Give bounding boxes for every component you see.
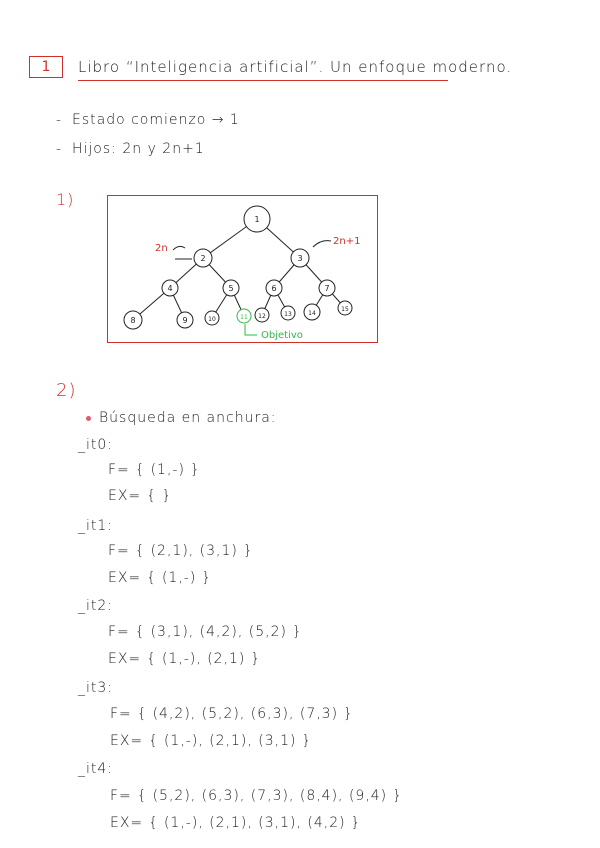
- tree-node-9: 9: [182, 316, 188, 325]
- left-child-note: 2n: [155, 243, 168, 254]
- iteration-4-frontier: F= { (5,2), (6,3), (7,3), (8,4), (9,4) }: [110, 788, 403, 804]
- bfs-heading: [86, 410, 277, 426]
- tree-node-4: 4: [167, 284, 173, 293]
- search-tree: [107, 195, 378, 343]
- tree-node-13: 13: [284, 311, 292, 318]
- iteration-2-frontier: F= { (3,1), (4,2), (5,2) }: [108, 624, 303, 640]
- tree-node-6: 6: [271, 284, 277, 293]
- bfs-heading-text: Búsqueda en anchura:: [99, 410, 277, 426]
- iteration-4-explored: EX= { (1,-), (2,1), (3,1), (4,2) }: [110, 815, 361, 831]
- section-1-label: 1): [56, 190, 75, 209]
- section-number-box: [29, 56, 63, 78]
- section-number: 1: [41, 59, 51, 75]
- iteration-0-explored: EX= { }: [108, 488, 172, 504]
- tree-node-5: 5: [228, 284, 234, 293]
- iteration-0-label: _it0:: [78, 437, 114, 453]
- tree-node-15: 15: [341, 306, 349, 313]
- tree-node-3: 3: [297, 254, 303, 263]
- bullet-text: Estado comienzo → 1: [72, 112, 240, 128]
- bullet-dot: [86, 416, 91, 421]
- iteration-1-frontier: F= { (2,1), (3,1) }: [108, 543, 254, 559]
- tree-nodes: [124, 206, 352, 329]
- objective-label: Objetivo: [261, 330, 303, 341]
- tree-node-8: 8: [130, 316, 136, 325]
- iteration-2-explored: EX= { (1,-), (2,1) }: [108, 651, 261, 667]
- iteration-3-label: _it3:: [78, 680, 114, 696]
- title-underline: [78, 80, 448, 81]
- right-child-note: 2n+1: [333, 236, 361, 247]
- tree-node-10: 10: [208, 316, 216, 323]
- iteration-0-frontier: F= { (1,-) }: [108, 462, 201, 478]
- iteration-1-explored: EX= { (1,-) }: [108, 570, 212, 586]
- page-title: Libro “Inteligencia artificial”. Un enfoque moderno.: [78, 58, 513, 76]
- bullet-text: Hijos: 2n y 2n+1: [72, 141, 205, 157]
- tree-node-1: 1: [254, 215, 260, 224]
- tree-node-11: 11: [240, 314, 248, 321]
- tree-node-7: 7: [324, 284, 330, 293]
- iteration-3-frontier: F= { (4,2), (5,2), (6,3), (7,3) }: [110, 706, 354, 722]
- section-2-label: 2): [56, 380, 77, 401]
- iteration-1-label: _it1:: [78, 518, 114, 534]
- iteration-3-explored: EX= { (1,-), (2,1), (3,1) }: [110, 733, 312, 749]
- iteration-2-label: _it2:: [78, 598, 114, 614]
- tree-node-2: 2: [200, 254, 206, 263]
- bullet-children: - Hijos: 2n y 2n+1: [56, 141, 205, 157]
- tree-node-12: 12: [258, 313, 266, 320]
- iteration-4-label: _it4:: [78, 761, 114, 777]
- tree-node-14: 14: [308, 310, 316, 317]
- bullet-initial-state: - Estado comienzo → 1: [56, 112, 240, 128]
